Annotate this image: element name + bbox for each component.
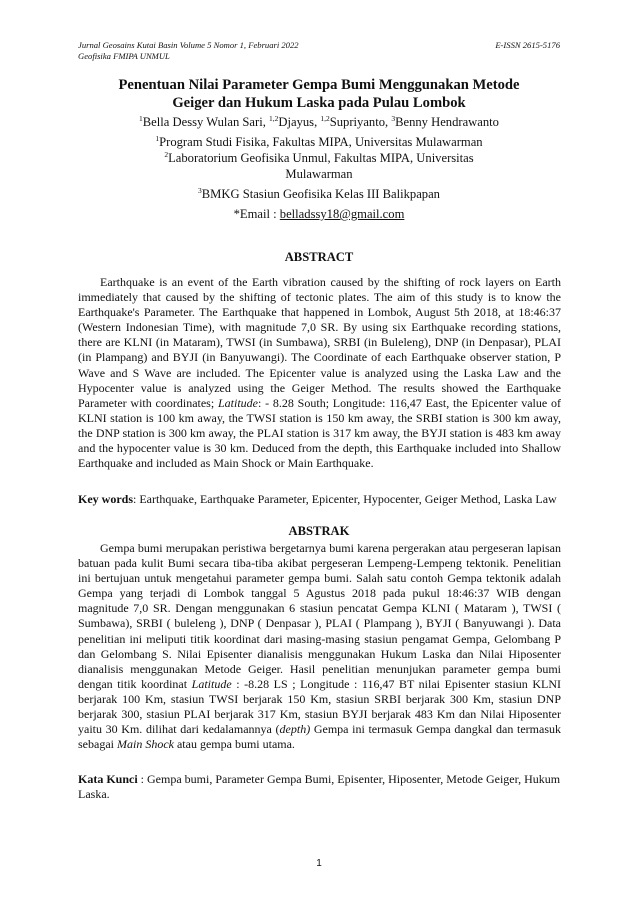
- latitude-term: Latitude: [191, 676, 232, 691]
- issn: E-ISSN 2615-5176: [495, 40, 560, 50]
- title-line-1: Penentuan Nilai Parameter Gempa Bumi Menggunakan Metode: [118, 77, 520, 93]
- main-shock-term: Main Shock: [116, 737, 174, 752]
- abstrak-text: Gempa bumi merupakan peristiwa bergetarnya bumi karena pergerakan atau pergeseran lapisan batuan pada kulit Bumi secara tiba-tiba akibat pergeseran Lempeng-Lempeng tektonik. Penelitian ini bertujuan untuk mengetahui parameter gempa bumi. Salah satu contoh Gempa tektonik adalah Gempa yang terjadi di Lombok tanggal 5 Agustus 2018 pada pukul 18:46:37 WIB dengan magnitude 7,0 SR. Dengan menggunakan 6 stasiun pencatat Gempa KLNI ( Mataram ), TWSI ( Sumbawa), SRBI ( buleleng ), DNP ( Denpasar ), PLAI ( Plampang ), BYJI ( Banyuwangi ). Data penelitian ini meliputi titik koordinat dari masing-masing stasiun pengamat Gempa, Gelombang P dan Gelombang S. Nilai Episenter dianalisis menggunakan Hukum Laska dan Nilai Hiposenter dianalisis menggunakan Metode Geiger. Hasil penelitian menunjukan parameter gempa bumi dengan titik koordinat: [78, 541, 561, 691]
- author-list: [60, 114, 578, 130]
- latitude-term: Latitude: [217, 395, 258, 410]
- abstrak-text: : -8.28 LS ; Longitude : 116,47 BT nilai Episenter stasiun KLNI berjarak 100 Km, stasiun TWSI berjarak 150 Km, stasiun SRBI berjarak 300 Km, stasiun DNP berjarak 300, stasiun PLAI berjarak 317 Km, stasiun BYJI berjarak 483 Km dan Nilai Hiposenter yaitu 30 Km. dilihat dari kedalamannya (: [78, 676, 561, 737]
- abstrak-text: Gempa ini termasuk Gempa dangkal dan termasuk sebagai: [78, 722, 562, 752]
- abstract-text: Earthquake is an event of the Earth vibration caused by the shifting of rock layers on Earth immediately that caused by the shifting of tectonic plates. The aim of this study is to know the Earthquake's Parameter. The Earthquake that happened in Lombok, August 5th 2018, at 18:46:37 (Western Indonesian Time), with magnitude 7,0 SR. By using six Earthquake recording stations, there are KLNI (in Mataram), TWSI (in Sumbawa), SRBI (in Buleleng), DNP (in Denpasar), PLAI (in Plampang) and BYJI (in Banyuwangi). The Coordinate of each Earthquake observer station, P Wave and S Wave are included. The Epicenter value is analyzed using the Laska Law and the Hypocenter value is analyzed using the Geiger Method. The results showed the Earthquake Parameter with coordinates;: [78, 275, 561, 410]
- abstrak-body: [78, 541, 561, 752]
- email-link[interactable]: belladssy18@gmail.com: [279, 207, 405, 221]
- keywords: [78, 492, 561, 507]
- abstrak-text: atau gempa bumi utama.: [173, 737, 295, 752]
- abstract-heading: ABSTRACT: [284, 250, 354, 264]
- affiliation-sup: 2: [164, 150, 169, 159]
- author-name: Benny Hendrawanto: [395, 115, 499, 129]
- affiliation-2: [80, 150, 558, 166]
- keywords-label: Key words: [78, 492, 133, 506]
- title-line-2: Geiger dan Hukum Laska pada Pulau Lombok: [172, 95, 466, 111]
- author-sup: 1,2: [320, 114, 330, 123]
- author-name: Bella Dessy Wulan Sari,: [142, 115, 270, 129]
- affiliation-text: Laboratorium Geofisika Unmul, Fakultas MIPA, Universitas: [168, 151, 474, 165]
- author-name: Djayus,: [278, 115, 321, 129]
- affiliation-3: [80, 186, 558, 202]
- email-label: *Email :: [233, 207, 280, 221]
- kata-kunci-label: Kata Kunci: [78, 772, 138, 786]
- running-header: [78, 40, 560, 62]
- affiliation-2-cont: Mulawarman: [285, 167, 353, 181]
- abstract-body: [78, 275, 561, 471]
- kata-kunci: [78, 772, 561, 802]
- affiliation-sup: 3: [198, 186, 202, 195]
- keywords-text: : Earthquake, Earthquake Parameter, Epicenter, Hypocenter, Geiger Method, Laska Law: [133, 492, 557, 506]
- author-sup: 1: [139, 114, 143, 123]
- affiliation-sup: 1: [155, 134, 160, 143]
- affiliation-text: Program Studi Fisika, Fakultas MIPA, Universitas Mulawarman: [159, 135, 483, 149]
- author-name: Supriyanto,: [329, 115, 392, 129]
- affiliation-1: [80, 134, 558, 150]
- depth-term: depth): [279, 722, 311, 737]
- author-sup: 1,2: [269, 114, 279, 123]
- page-number: 1: [316, 858, 322, 869]
- journal-name: Jurnal Geosains Kutai Basin Volume 5 Nomor 1, Februari 2022: [78, 40, 299, 50]
- paper-title: [78, 76, 560, 112]
- kata-kunci-text: : Gempa bumi, Parameter Gempa Bumi, Episenter, Hiposenter, Metode Geiger, Hukum Laska.: [78, 772, 561, 802]
- email-line: [80, 206, 558, 222]
- abstract-text: : - 8.28 South; Longitude: 116,47 East, the Epicenter value of KLNI station is 100 km away, the TWSI station is 150 km away, the SRBI station is 300 km away, the DNP station is 300 km away, the PLAI station is 317 km away, the BYJI station is 483 km away and the hypocenter value is 30 km. Deduced from the depth, this Earthquake included into Shallow Earthquake and included as Main Shock or Main Earthquake.: [78, 395, 561, 471]
- author-sup: 3: [391, 114, 396, 123]
- affiliation-text: BMKG Stasiun Geofisika Kelas III Balikpapan: [201, 187, 440, 201]
- abstrak-heading: ABSTRAK: [288, 524, 350, 538]
- department: Geofisika FMIPA UNMUL: [78, 51, 170, 61]
- affiliations: [80, 134, 558, 182]
